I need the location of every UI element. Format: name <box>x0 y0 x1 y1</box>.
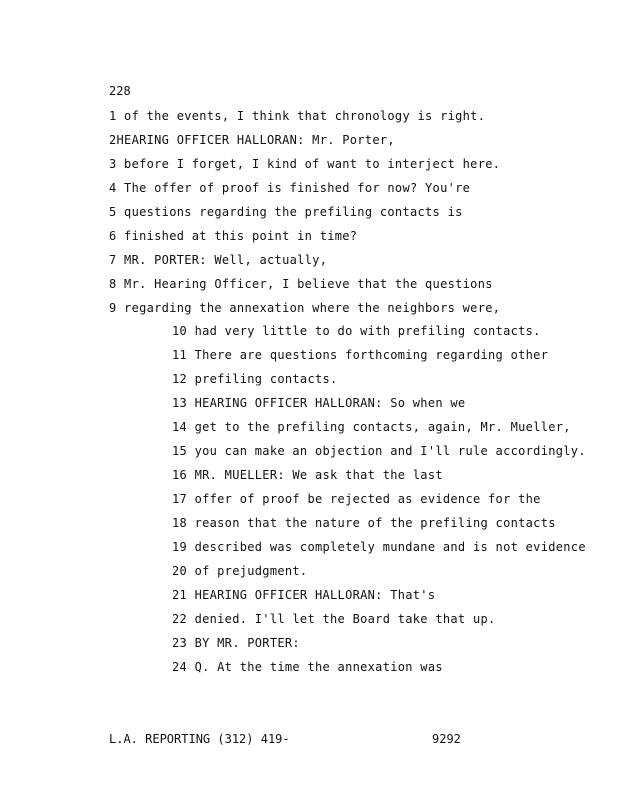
transcript-line: 4 The offer of proof is finished for now? You're <box>109 181 471 195</box>
transcript-line: 20 of prejudgment. <box>172 564 308 578</box>
transcript-line: 3 before I forget, I kind of want to interject here. <box>109 157 501 171</box>
transcript-line: 6 finished at this point in time? <box>109 229 358 243</box>
transcript-line: 24 Q. At the time the annexation was <box>172 660 443 674</box>
footer-reporter: L.A. REPORTING (312) 419- <box>109 732 290 746</box>
transcript-line: 8 Mr. Hearing Officer, I believe that the questions <box>109 277 493 291</box>
transcript-line: 9 regarding the annexation where the neighbors were, <box>109 301 501 315</box>
footer-phone-suffix: 9292 <box>432 732 461 746</box>
transcript-line: 16 MR. MUELLER: We ask that the last <box>172 468 443 482</box>
transcript-line: 17 offer of proof be rejected as evidence for the <box>172 492 541 506</box>
transcript-line: 23 BY MR. PORTER: <box>172 636 300 650</box>
transcript-line: 21 HEARING OFFICER HALLORAN: That's <box>172 588 436 602</box>
transcript-line: 11 There are questions forthcoming regarding other <box>172 348 549 362</box>
page-number: 228 <box>109 84 131 98</box>
transcript-line: 12 prefiling contacts. <box>172 372 338 386</box>
transcript-line: 5 questions regarding the prefiling contacts is <box>109 205 463 219</box>
transcript-line: 18 reason that the nature of the prefiling contacts <box>172 516 556 530</box>
transcript-line: 19 described was completely mundane and is not evidence <box>172 540 586 554</box>
transcript-line: 22 denied. I'll let the Board take that up. <box>172 612 496 626</box>
transcript-line: 1 of the events, I think that chronology is right. <box>109 109 486 123</box>
transcript-line: 10 had very little to do with prefiling contacts. <box>172 324 541 338</box>
transcript-line: 2HEARING OFFICER HALLORAN: Mr. Porter, <box>109 133 395 147</box>
transcript-line: 13 HEARING OFFICER HALLORAN: So when we <box>172 396 466 410</box>
transcript-line: 14 get to the prefiling contacts, again, Mr. Mueller, <box>172 420 571 434</box>
transcript-line: 15 you can make an objection and I'll rule accordingly. <box>172 444 586 458</box>
transcript-line: 7 MR. PORTER: Well, actually, <box>109 253 328 267</box>
